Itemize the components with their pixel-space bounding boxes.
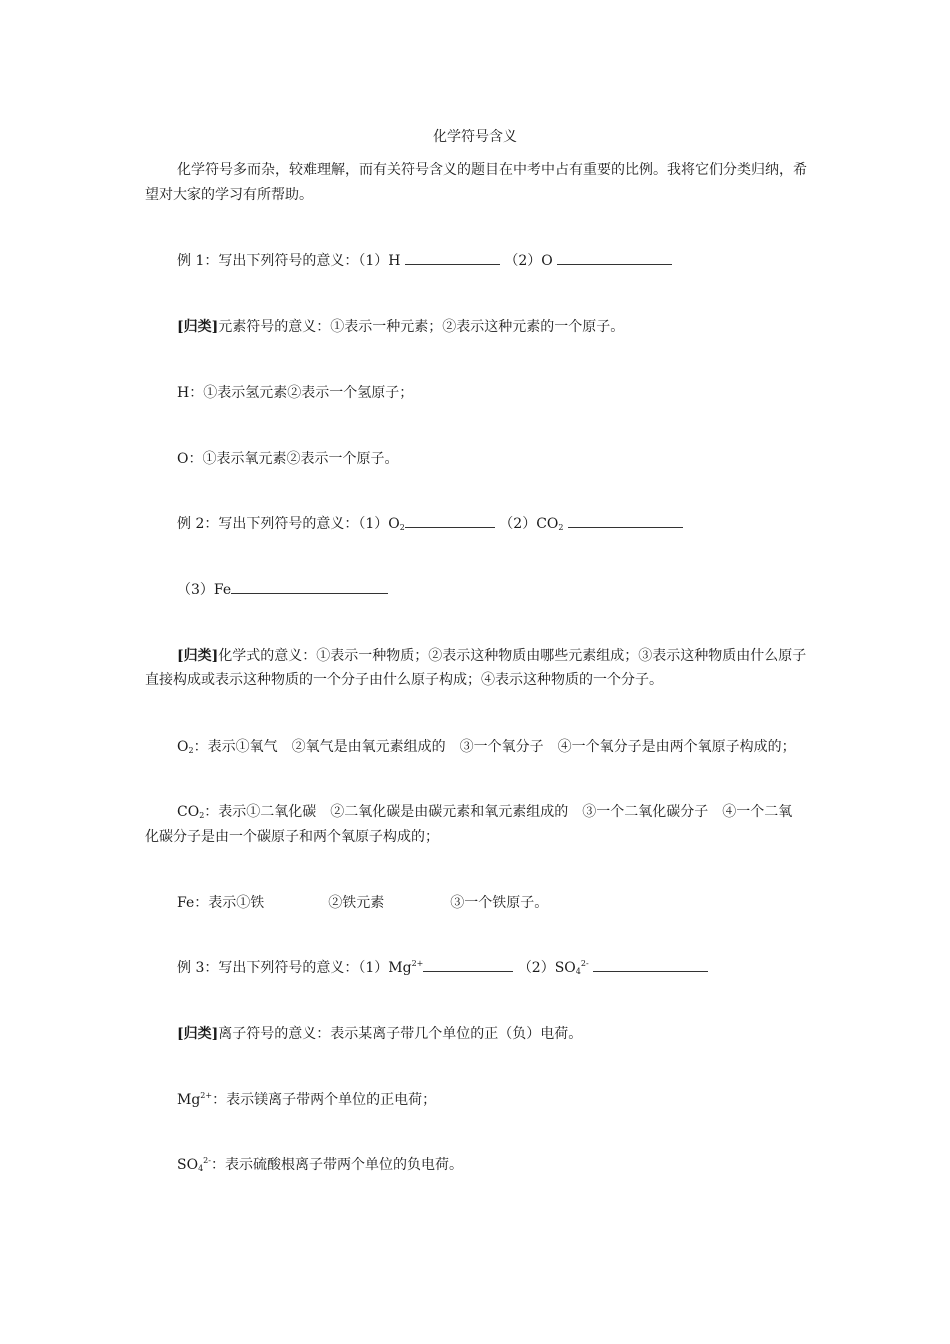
answer-blank [423,959,513,972]
category-2-line-2: 直接构成或表示这种物质的一个分子由什么原子构成；④表示这种物质的一个分子。 [145,672,663,688]
category-tag: [归类] [177,648,219,664]
subscript: 2 [558,523,564,532]
superscript: 2- [580,959,589,968]
fe-meaning [177,893,548,913]
formula: Mg [177,1092,201,1108]
superscript: 2+ [200,1091,213,1100]
category-2-line-1 [177,646,806,666]
so4-meaning-text: ：表示硫酸根离子带两个单位的负电荷。 [210,1157,463,1173]
mg-meaning-text: ：表示镁离子带两个单位的正电荷； [212,1092,437,1108]
subscript: 2 [188,746,194,755]
category-3 [177,1024,582,1044]
answer-blank [231,581,388,594]
superscript: 2- [203,1156,211,1165]
example-2 [177,514,683,534]
example-1-part2: （2）O [504,253,553,269]
co2-meaning-line-1 [177,802,792,822]
formula: O [177,739,189,755]
subscript: 2 [399,523,405,532]
o2-meaning-text: ：表示①氧气 ②氧气是由氧元素组成的 ③一个氧分子 ④一个氧分子是由两个氧原子构成的； [193,739,796,755]
category-2-text-1: 化学式的意义：①表示一种物质；②表示这种物质由哪些元素组成；③表示这种物质由什么原子 [218,648,807,664]
category-tag: [归类] [177,1026,219,1042]
answer-blank [557,252,672,265]
answer-blank [568,515,683,528]
category-tag: [归类] [177,319,219,335]
example-3-prompt: 例 3：写出下列符号的意义：（1）Mg [177,960,412,976]
h-meaning: H：①表示氢元素②表示一个氢原子； [177,385,414,401]
example-1-prompt: 例 1：写出下列符号的意义：（1）H [177,253,401,269]
so4-meaning [177,1155,463,1175]
co2-meaning-text: ：表示①二氧化碳 ②二氧化碳是由碳元素和氧元素组成的 ③一个二氧化碳分子 ④一个二氧 [204,804,793,820]
category-3-text: 离子符号的意义：表示某离子带几个单位的正（负）电荷。 [218,1026,583,1042]
example-3-part2: （2）SO [517,960,576,976]
formula: CO [177,804,200,820]
example-2-part2: （2）CO [499,516,559,532]
example-3 [177,958,708,978]
o2-meaning [177,737,796,757]
subscript: 4 [575,967,581,976]
fe-meaning-3: ③一个铁原子。 [450,895,549,911]
fe-meaning-1: Fe：表示①铁 [177,895,265,911]
example-1 [177,251,672,271]
subscript: 2 [199,811,205,820]
intro-line-1: 化学符号多而杂，较难理解，而有关符号含义的题目在中考中占有重要的比例。我将它们分类归纳，希 [177,162,807,178]
example-2-part3-label: （3）Fe [177,582,232,598]
superscript: 2+ [411,959,424,968]
category-1-text: 元素符号的意义：①表示一种元素；②表示这种元素的一个原子。 [218,319,625,335]
fe-meaning-2: ②铁元素 [328,895,385,911]
co2-meaning-line-2: 化碳分子是由一个碳原子和两个氧原子构成的； [145,829,439,845]
intro-line-2: 望对大家的学习有所帮助。 [145,187,313,203]
answer-blank [405,515,495,528]
formula: SO [177,1157,199,1173]
subscript: 4 [198,1164,204,1173]
page-title: 化学符号含义 [433,129,517,145]
category-1 [177,317,624,337]
example-2-part3 [177,580,388,600]
answer-blank [405,252,500,265]
answer-blank [593,959,708,972]
example-2-prompt: 例 2：写出下列符号的意义：（1）O [177,516,400,532]
o-meaning: O：①表示氧元素②表示一个原子。 [177,451,399,467]
mg-meaning [177,1090,436,1110]
